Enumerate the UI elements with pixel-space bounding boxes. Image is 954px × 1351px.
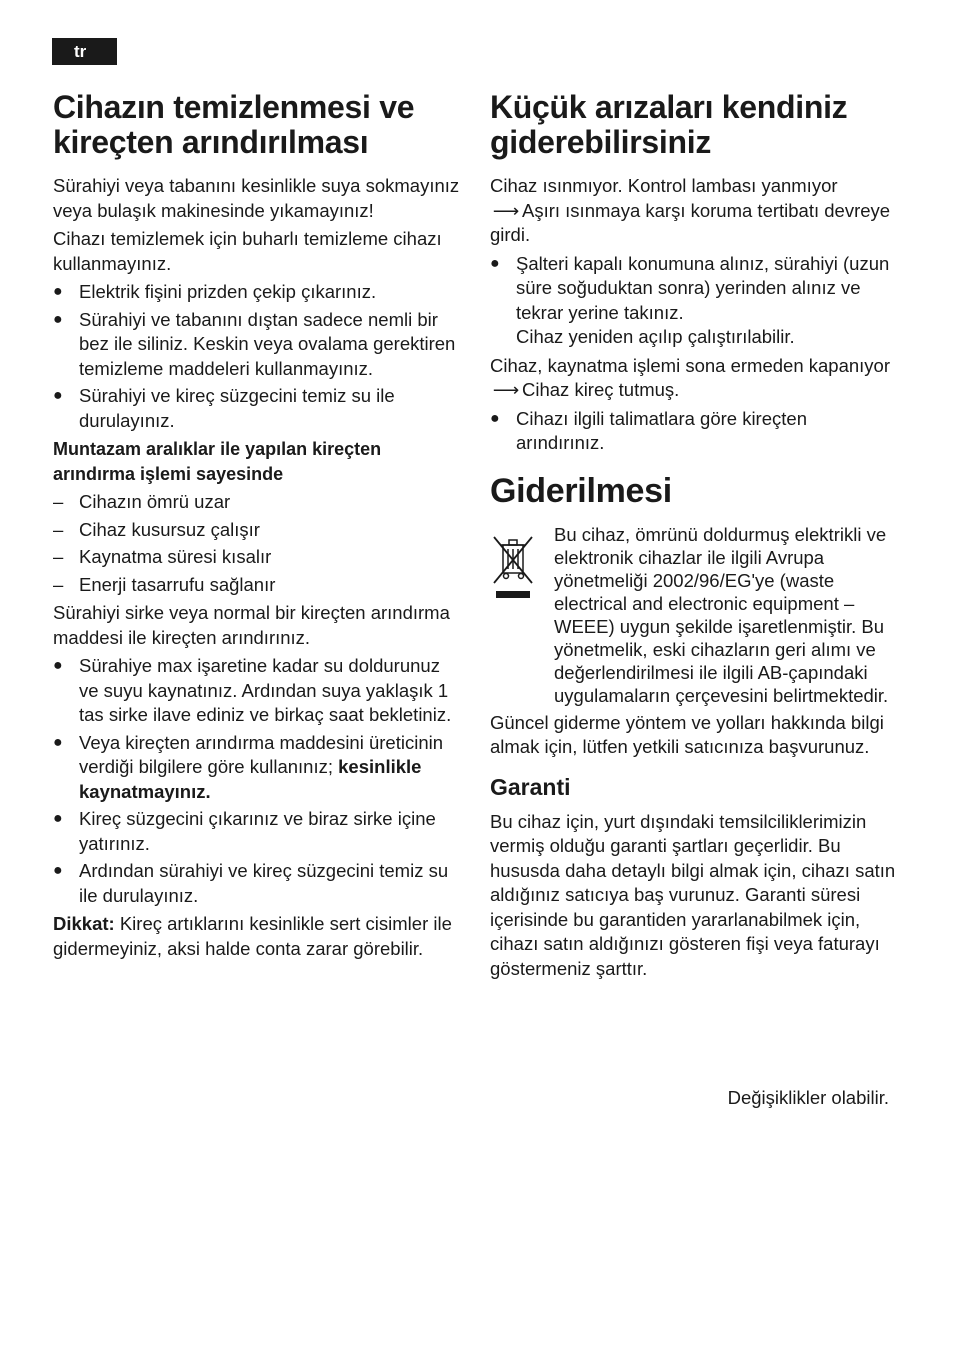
bullet-icon: ● (53, 310, 63, 328)
list-item: – Kaynatma süresi kısalır (53, 545, 463, 570)
bullet-icon: ● (490, 409, 500, 427)
list-item: ● Elektrik fişini prizden çekip çıkarınız. (53, 280, 463, 305)
weee-text: Bu cihaz, ömrünü doldurmuş elektrikli ve elektronik cihazlar ile ilgili Avrupa yönetmeliği 2002/96/EG'ye (waste electrical and electronic equipment – WEEE) uygun şekilde işaretlenmiştir. Bu yönetmelik, eski cihazların geri alımı ve değerlendirilmesi ile ilgili AB-çapındaki uygulamaların çerçevesini belirtmektedir. (554, 523, 889, 706)
bullet-icon: ● (490, 254, 500, 272)
list-item: ● Sürahiyi ve kireç süzgecini temiz su ile durulayınız. (53, 385, 395, 431)
bullet-icon: ● (53, 283, 63, 300)
paragraph: Sürahiyi sirke veya normal bir kireçten arındırma maddesi ile kireçten arındırınız. (53, 602, 450, 648)
bullet-icon: ● (53, 862, 63, 879)
paragraph: Cihaz, kaynatma işlemi sona ermeden kapanıyor ⟶ Cihaz kireç tutmuş. (490, 354, 900, 403)
list-item: ● Şalteri kapalı konumuna alınız, sürahiyi (uzun süre soğuduktan sonra) yerinden alınız ve tekrar yerine takınız. Cihaz yeniden açılıp çalıştırılabilir. (490, 252, 890, 347)
footer-note: Değişiklikler olabilir. (727, 1087, 889, 1108)
list-item: ● Sürahiyi ve tabanını dıştan sadece nemli bir bez ile siliniz. Keskin veya ovalama gerektiren temizleme maddeleri kullanmayınız. (53, 308, 456, 379)
bullet-icon: ● (53, 733, 63, 751)
paragraph: Bu cihaz için, yurt dışındaki temsilciliklerimizin vermiş olduğu garanti şartları geçerlidir. Bu hususda daha detaylı bilgi almak için, cihazı satın aldığınız satıcıya baş vurunuz. Garanti süresi içerisinde bu garantiden yararlanabilmek için, cihazı satın aldığınızı gösteren fişi veya faturayı göstermeniz şarttır. (490, 810, 896, 979)
arrow-right-icon: ⟶ (492, 199, 520, 221)
list-item: – Cihaz kusursuz çalışır (53, 518, 463, 543)
disposal-title: Giderilmesi (490, 471, 672, 510)
bullet-icon: ● (53, 810, 63, 827)
bullet-icon: ● (53, 657, 63, 674)
list-item: – Cihazın ömrü uzar (53, 490, 463, 515)
list-item: ● Cihazı ilgili talimatlara göre kireçten arındırınız. (490, 407, 807, 453)
weee-block (490, 523, 900, 707)
troubleshooting-section (490, 90, 900, 985)
warning-label: Dikkat: (53, 913, 115, 934)
descaling-steps-list (53, 654, 463, 908)
list-item: ● Kireç süzgecini çıkarınız ve biraz sirke içine yatırınız. (53, 808, 436, 854)
list-item: ● Sürahiye max işaretine kadar su doldurunuz ve suyu kaynatınız. Ardından suya yaklaşık 1 tas sirke ilave ediniz ve birkaç saat bekletiniz. (53, 655, 452, 725)
list-item: ● Ardından sürahiyi ve kireç süzgecini temiz su ile durulayınız. (53, 860, 449, 906)
fix-list (490, 407, 900, 456)
paragraph: Cihazı temizlemek için buharlı temizleme cihazı kullanmayınız. (53, 228, 442, 274)
guarantee-title: Garanti (490, 773, 571, 800)
benefits-list (53, 490, 463, 597)
paragraph: Güncel giderme yöntem ve yolları hakkında bilgi almak için, lütfen yetkili satıcınıza başvurunuz. (490, 711, 884, 757)
cleaning-steps-list (53, 280, 463, 433)
cleaning-section (53, 90, 463, 965)
dash-icon: – (53, 518, 64, 540)
cleaning-title: Cihazın temizlenmesi ve kireçten arındırılması (53, 89, 415, 160)
language-tab: tr (52, 38, 117, 65)
list-item: ● Veya kireçten arındırma maddesini üreticinin verdiği bilgilere göre kullanınız; kesinlikle kaynatmayınız. (53, 731, 444, 802)
arrow-right-icon: ⟶ (492, 379, 520, 400)
dash-icon: – (53, 491, 64, 512)
dash-icon: – (53, 546, 64, 567)
dash-icon: – (53, 573, 64, 595)
bullet-icon: ● (53, 387, 63, 404)
paragraph: Sürahiyi veya tabanını kesinlikle suya sokmayınız veya bulaşık makinesinde yıkamayınız! (53, 175, 460, 221)
troubleshooting-title: Küçük arızaları kendiniz giderebilirsiniz (490, 89, 848, 160)
list-item: – Enerji tasarrufu sağlanır (53, 573, 463, 598)
warning-paragraph: Dikkat: Kireç artıklarını kesinlikle sert cisimler ile gidermeyiniz, aksi halde conta zarar görebilir. (53, 913, 452, 959)
benefits-heading: Muntazam aralıklar ile yapılan kireçten arındırma işlemi sayesinde (53, 439, 382, 484)
paragraph: Cihaz ısınmıyor. Kontrol lambası yanmıyor ⟶ Aşırı ısınmaya karşı koruma tertibatı devreye girdi. (490, 175, 891, 245)
crossed-out-bin-icon (490, 523, 554, 707)
fix-list (490, 252, 900, 350)
